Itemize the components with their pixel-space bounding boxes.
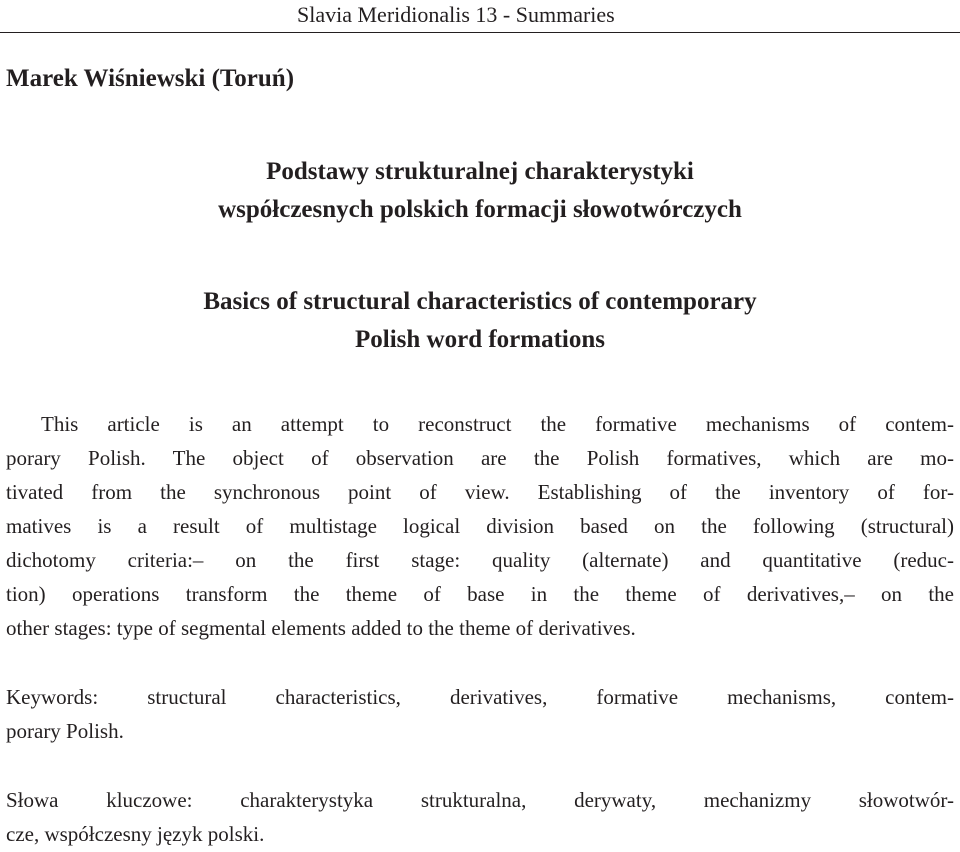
- slowa-kluczowe-line: Słowa kluczowe: charakterystyka strukturalna, derywaty, mechanizmy słowotwór-: [6, 788, 954, 812]
- title-english-line-2: Polish word formations: [355, 326, 605, 353]
- keywords-paragraph: [6, 680, 954, 748]
- title-polish-line-2: współczesnych polskich formacji słowotwórczych: [218, 196, 742, 223]
- abstract-line: tion) operations transform the theme of base in the theme of derivatives,– on the: [6, 582, 954, 606]
- title-english-line-1: Basics of structural characteristics of contemporary: [203, 288, 757, 315]
- running-head-text: Slavia Meridionalis 13 - Summaries: [297, 2, 615, 27]
- keywords-line: Keywords: structural characteristics, derivatives, formative mechanisms, contem-: [6, 685, 954, 709]
- title-english: [0, 283, 960, 359]
- abstract-line: tivated from the synchronous point of view. Establishing of the inventory of for-: [6, 480, 954, 504]
- title-polish: [0, 153, 960, 229]
- abstract-line: porary Polish. The object of observation are the Polish formatives, which are mo-: [6, 446, 954, 470]
- slowa-kluczowe-paragraph: [6, 783, 954, 851]
- running-head: [0, 0, 960, 33]
- keywords-line: porary Polish.: [6, 719, 124, 743]
- author-name: Marek Wiśniewski (Toruń): [6, 65, 295, 92]
- slowa-kluczowe-line: cze, współczesny język polski.: [6, 822, 265, 846]
- abstract-paragraph: [6, 407, 954, 645]
- abstract-line: matives is a result of multistage logical division based on the following (structural): [6, 514, 954, 538]
- abstract-line: This article is an attempt to reconstruct the formative mechanisms of contem-: [41, 412, 954, 436]
- abstract-line: dichotomy criteria:– on the first stage: quality (alternate) and quantitative (reduc-: [6, 548, 954, 572]
- title-polish-line-1: Podstawy strukturalnej charakterystyki: [266, 158, 694, 185]
- abstract-line: other stages: type of segmental elements added to the theme of derivatives.: [6, 616, 636, 640]
